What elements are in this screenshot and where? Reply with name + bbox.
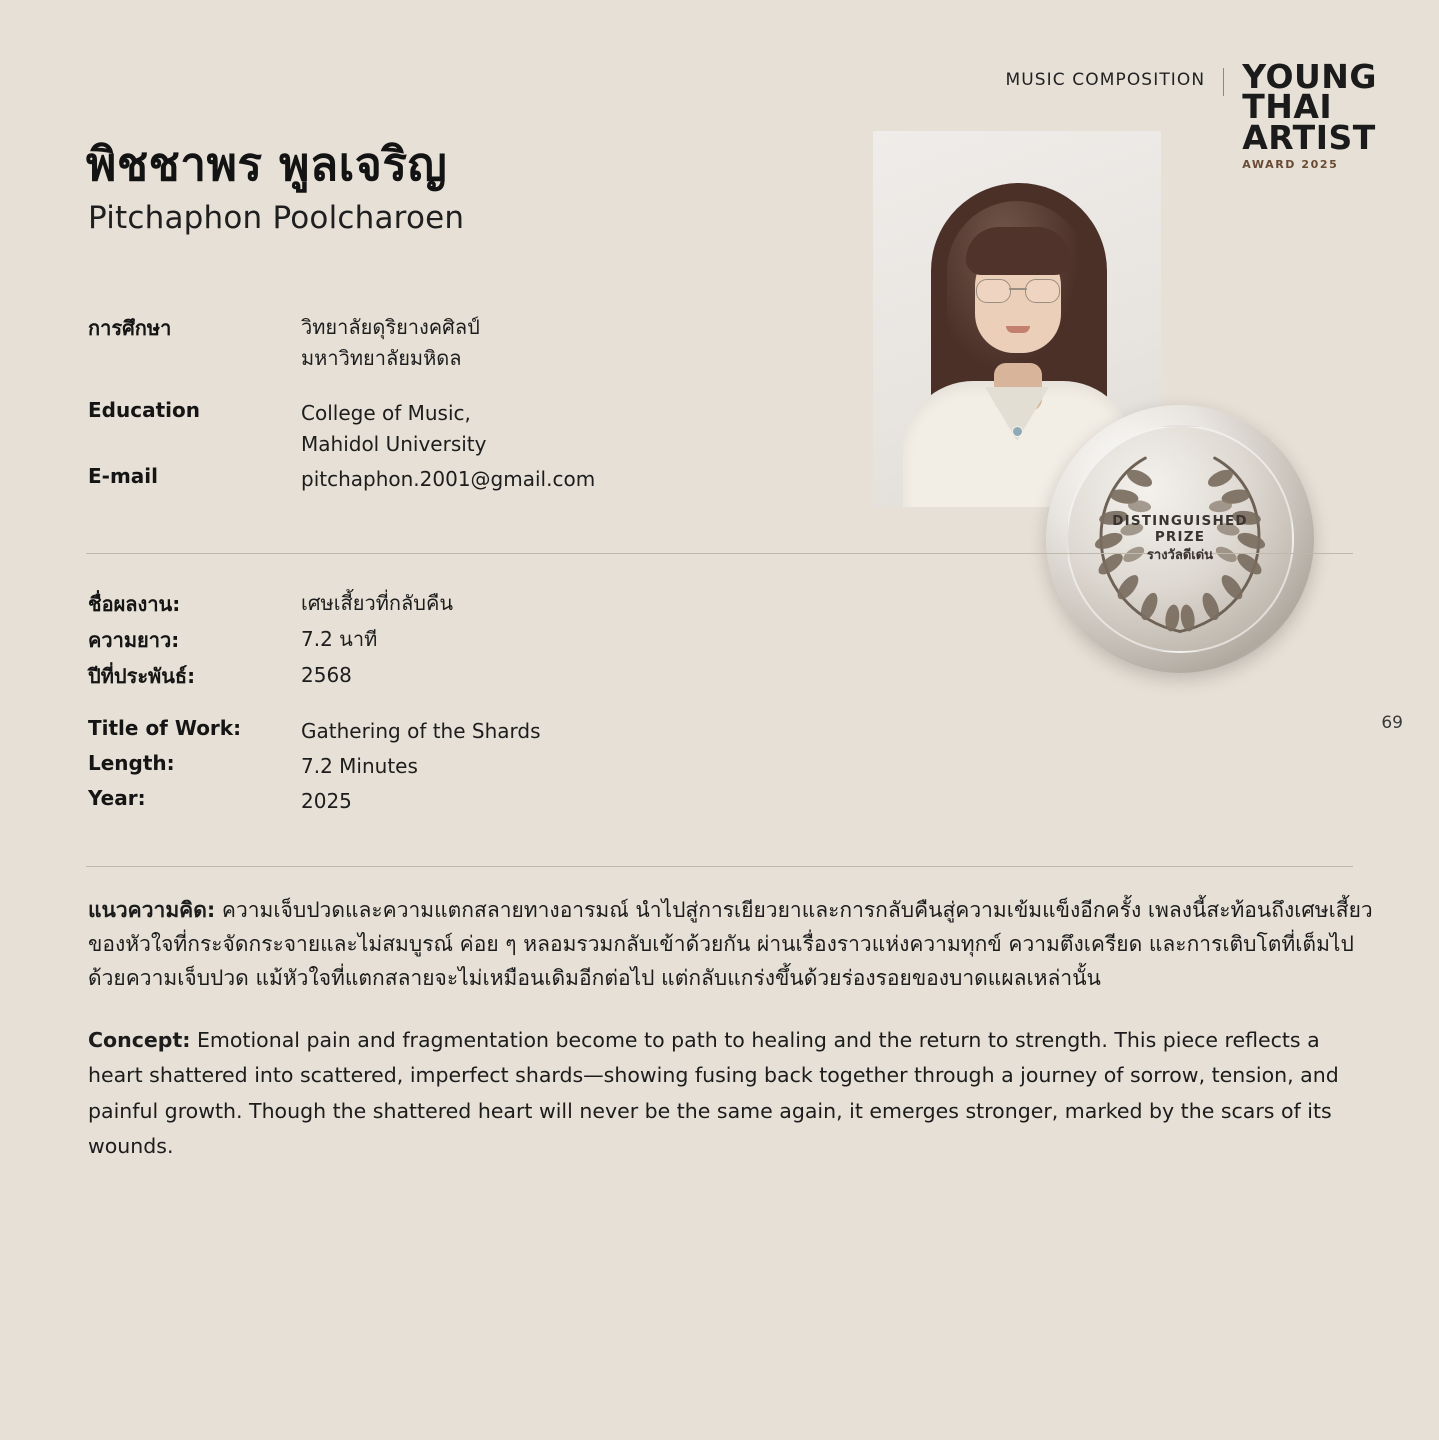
- seal-line-prize: PRIZE: [1154, 529, 1206, 546]
- artist-name-english: Pitchaphon Poolcharoen: [88, 200, 465, 236]
- year-english-value: 2025: [301, 789, 352, 813]
- education-english-row: [88, 398, 848, 460]
- title-thai-value: เศษเสี้ยวที่กลับคืน: [301, 591, 454, 615]
- divider-bottom: [86, 866, 1353, 867]
- education-english-label: Education: [88, 398, 200, 422]
- logo-line-young: YOUNG: [1242, 57, 1377, 96]
- education-english-line1: College of Music,: [301, 401, 471, 425]
- photo-mouth: [1006, 326, 1030, 333]
- photo-glasses-left-lens: [976, 279, 1011, 303]
- concept-thai-paragraph: [88, 893, 1378, 995]
- length-english-label: Length:: [88, 751, 175, 775]
- email-row: [88, 464, 848, 495]
- page-number: 69: [1381, 713, 1403, 733]
- length-thai-value: 7.2 นาที: [301, 627, 378, 651]
- work-details-block: [88, 588, 888, 821]
- education-english-line2: Mahidol University: [301, 432, 487, 456]
- work-spacer: [88, 696, 888, 716]
- education-english-value: [301, 398, 486, 460]
- year-thai-value: 2568: [301, 663, 352, 687]
- photo-fringe: [966, 227, 1070, 275]
- artist-info-block: [88, 312, 848, 499]
- photo-necklace-pendant: [1013, 427, 1022, 436]
- concept-block: [88, 893, 1378, 1164]
- title-english-row: [88, 716, 888, 747]
- seal-text: [1112, 514, 1248, 563]
- artist-name-thai: พิชชาพร พูลเจริญ: [86, 137, 448, 191]
- concept-english-paragraph: [88, 1023, 1378, 1164]
- length-thai-row: [88, 624, 888, 656]
- header-divider: [1223, 68, 1224, 96]
- photo-glasses: [976, 279, 1060, 301]
- info-spacer: [88, 378, 848, 398]
- education-thai-line2: มหาวิทยาลัยมหิดล: [301, 346, 462, 370]
- length-english-value: 7.2 Minutes: [301, 754, 418, 778]
- title-english-label: Title of Work:: [88, 716, 242, 740]
- education-thai-value: [301, 312, 480, 374]
- email-label: E-mail: [88, 464, 159, 488]
- distinguished-prize-seal: [1046, 405, 1314, 673]
- year-english-row: [88, 786, 888, 817]
- title-thai-label: ชื่อผลงาน:: [88, 592, 181, 616]
- seal-line-distinguished: DISTINGUISHED: [1112, 513, 1248, 530]
- logo-line-thai: THAI: [1242, 87, 1333, 127]
- title-english-value: Gathering of the Shards: [301, 719, 541, 743]
- education-thai-line1: วิทยาลัยดุริยางคศิลป์: [301, 315, 480, 339]
- year-thai-row: [88, 660, 888, 692]
- year-thai-label: ปีที่ประพันธ์:: [88, 664, 196, 688]
- title-thai-row: [88, 588, 888, 620]
- concept-thai-label: แนวความคิด:: [88, 898, 216, 922]
- logo-award-year: AWARD 2025: [1242, 158, 1339, 172]
- email-value[interactable]: pitchaphon.2001@gmail.com: [301, 467, 596, 491]
- logo-line-artist: ARTIST: [1242, 117, 1376, 157]
- year-english-label: Year:: [88, 786, 146, 810]
- education-thai-label: การศึกษา: [88, 316, 172, 340]
- length-english-row: [88, 751, 888, 782]
- education-thai-row: [88, 312, 848, 374]
- seal-line-thai: รางวัลดีเด่น: [1146, 548, 1214, 564]
- seal-inner-disc: [1066, 425, 1294, 653]
- concept-thai-text: ความเจ็บปวดและความแตกสลายทางอารมณ์ นำไปสู่การเยียวยาและการกลับคืนสู่ความเข้มแข็งอีกครั้ง เพลงนี้สะท้อนถึงเศษเสี้ยวของหัวใจที่กระจัดกระจายและไม่สมบูรณ์ ค่อย ๆ หลอมรวมกลับเข้าด้วยกัน ผ่านเรื่องราวแห่งความทุกข์ ความตึงเครียด และการเติบโตที่เต็มไปด้วยความเจ็บปวด แม้หัวใจที่แตกสลายจะไม่เหมือนเดิมอีกต่อไป แต่กลับแกร่งขึ้นด้วยร่องรอยของบาดแผลเหล่านั้น: [88, 898, 1373, 991]
- young-thai-artist-award-logo: [1242, 57, 1377, 172]
- concept-english-text: Emotional pain and fragmentation become to path to healing and the return to strength. This piece reflects a heart shattered into scattered, imperfect shards—showing fusing back together through a journey of sorrow, tension, and painful growth. Though the shattered heart will never be the same again, it emerges stronger, marked by the scars of its wounds.: [88, 1028, 1339, 1158]
- concept-english-label: Concept:: [88, 1028, 191, 1053]
- category-label: MUSIC COMPOSITION: [1005, 70, 1206, 90]
- photo-glasses-right-lens: [1025, 279, 1060, 303]
- length-thai-label: ความยาว:: [88, 628, 180, 652]
